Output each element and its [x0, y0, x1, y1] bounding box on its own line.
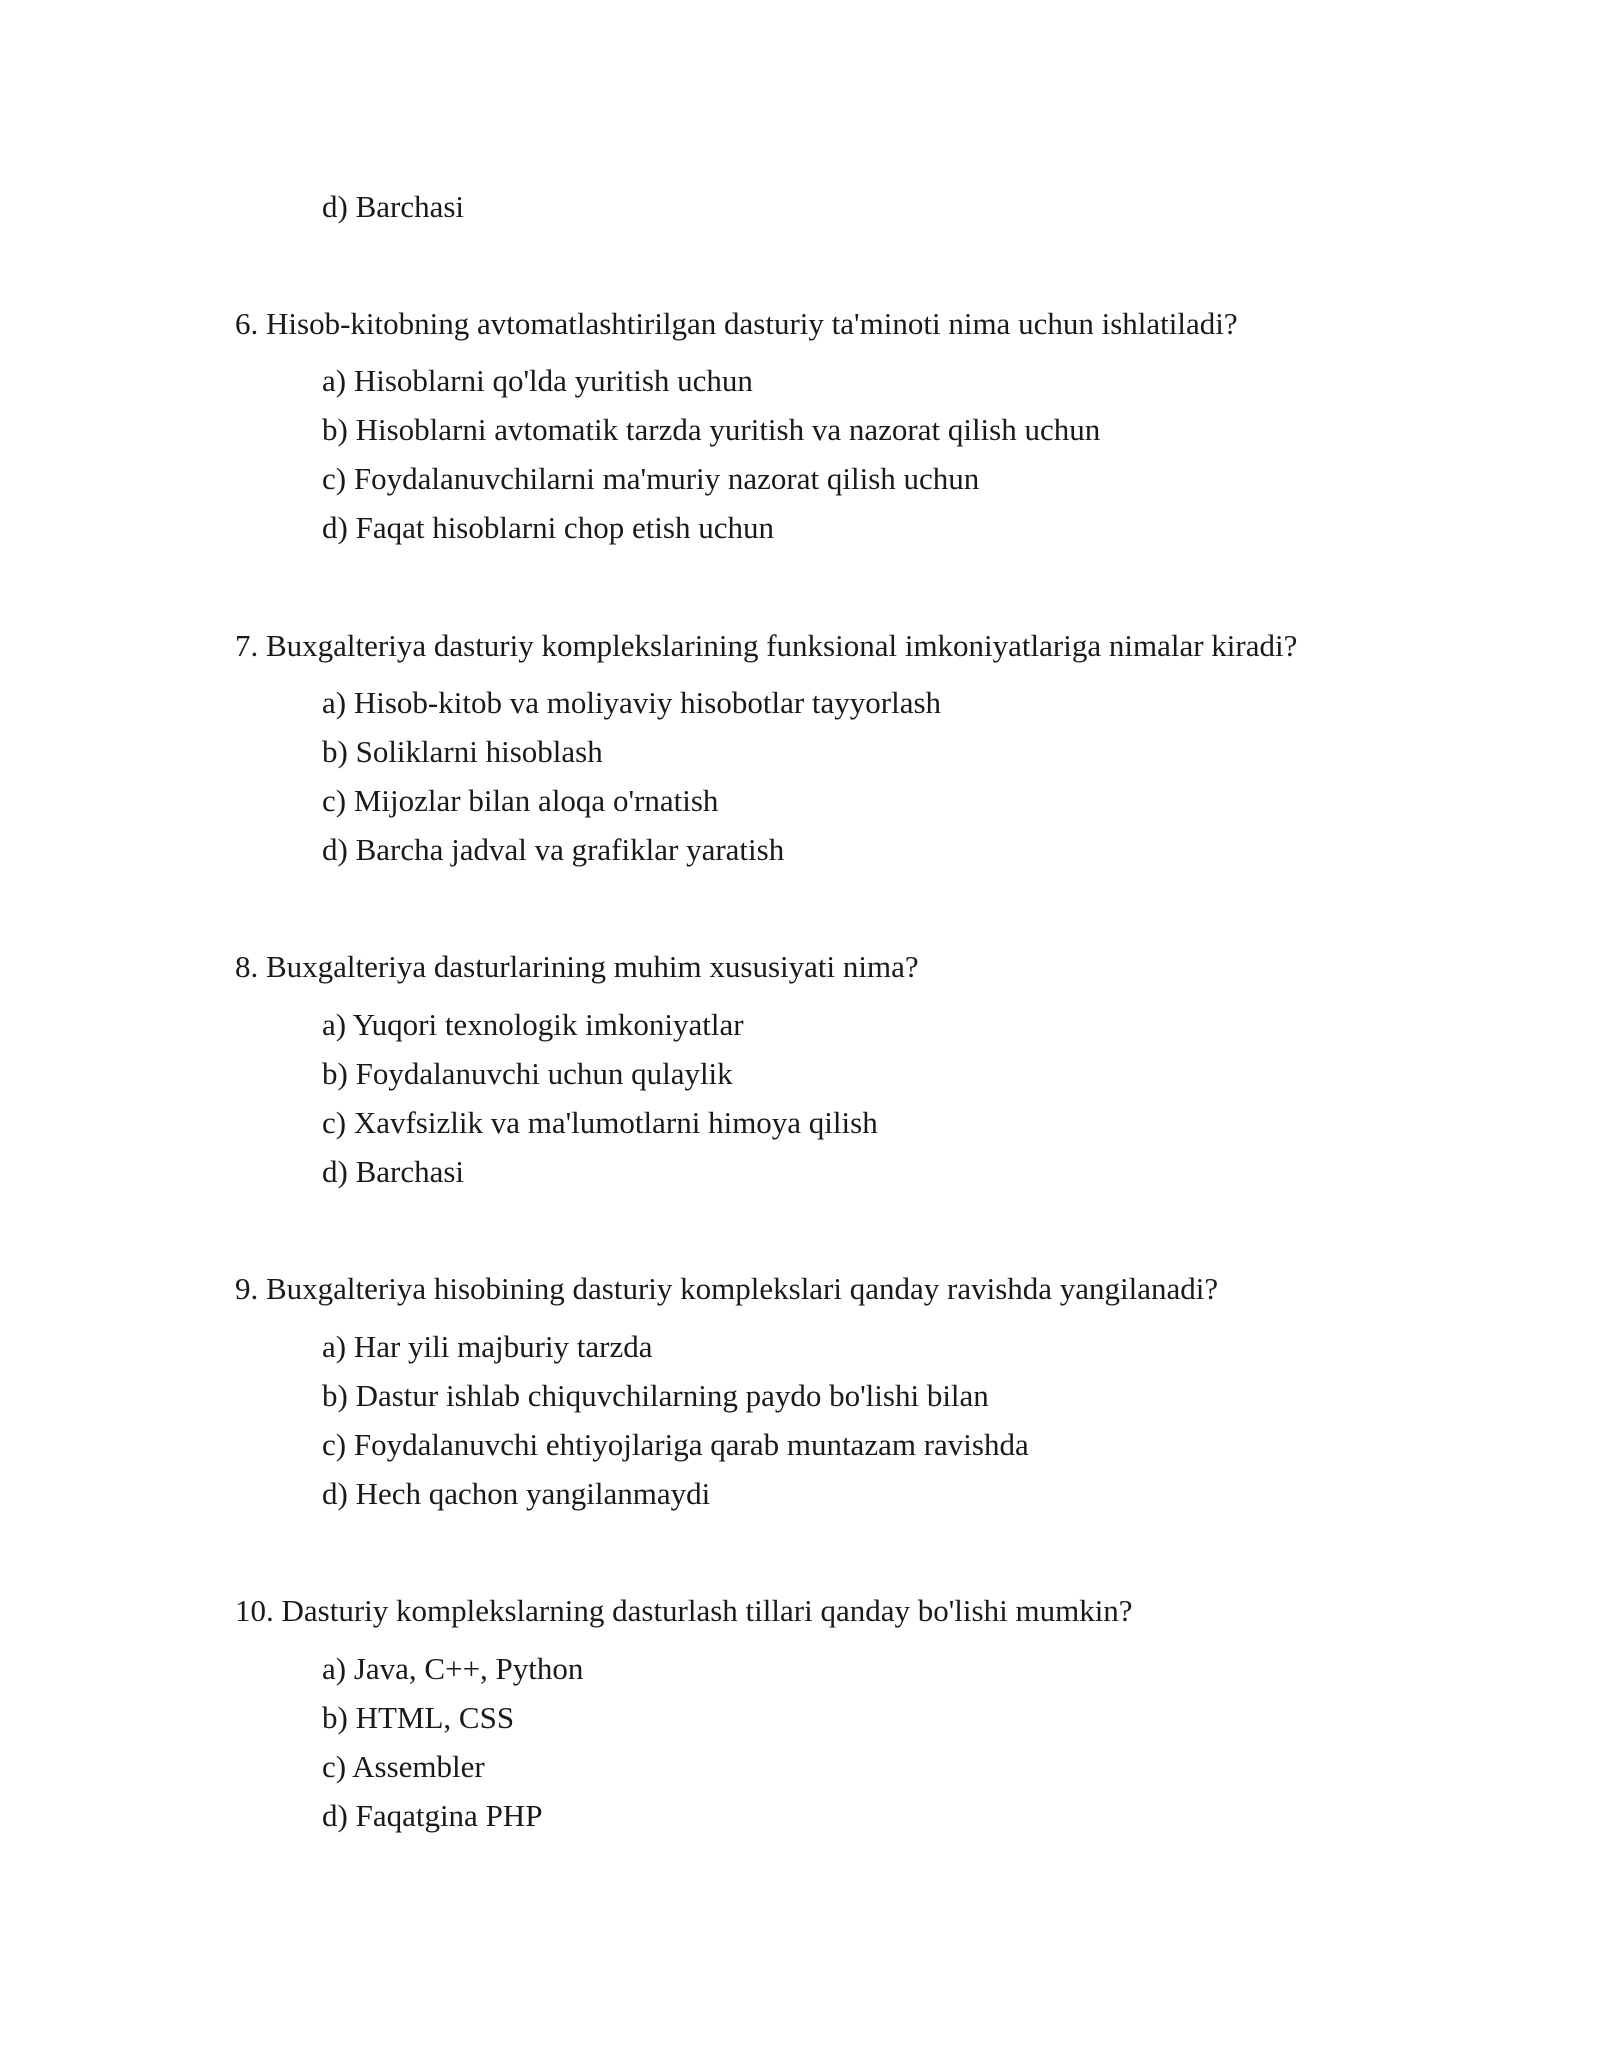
question-8-option-d: d) Barchasi — [322, 1154, 465, 1189]
question-9-option-a: a) Har yili majburiy tarzda — [322, 1329, 653, 1364]
question-6-option-b: b) Hisoblarni avtomatik tarzda yuritish va nazorat qilish uchun — [322, 412, 1101, 447]
question-10-option-d: d) Faqatgina PHP — [322, 1798, 543, 1833]
question-9-option-c: c) Foydalanuvchi ehtiyojlariga qarab muntazam ravishda — [322, 1427, 1029, 1462]
question-10-option-b: b) HTML, CSS — [322, 1700, 515, 1735]
question-7-option-d: d) Barcha jadval va grafiklar yaratish — [322, 832, 785, 867]
option-d: d) Barchasi — [322, 189, 465, 224]
question-10-option-a: a) Java, C++, Python — [322, 1651, 584, 1686]
question-9-option-b: b) Dastur ishlab chiquvchilarning paydo bo'lishi bilan — [322, 1378, 989, 1413]
question-7-option-b: b) Soliklarni hisoblash — [322, 734, 603, 769]
question-8-option-b: b) Foydalanuvchi uchun qulaylik — [322, 1056, 733, 1091]
question-6: 6. Hisob-kitobning avtomatlashtirilgan dasturiy ta'minoti nima uchun ishlatiladi? — [235, 306, 1238, 341]
question-10: 10. Dasturiy komplekslarning dasturlash tillari qanday bo'lishi mumkin? — [235, 1593, 1133, 1628]
question-9: 9. Buxgalteriya hisobining dasturiy komplekslari qanday ravishda yangilanadi? — [235, 1271, 1219, 1306]
question-10-option-c: c) Assembler — [322, 1749, 485, 1784]
question-8: 8. Buxgalteriya dasturlarining muhim xususiyati nima? — [235, 949, 919, 984]
question-6-option-c: c) Foydalanuvchilarni ma'muriy nazorat qilish uchun — [322, 461, 980, 496]
question-9-option-d: d) Hech qachon yangilanmaydi — [322, 1476, 711, 1511]
question-8-option-c: c) Xavfsizlik va ma'lumotlarni himoya qilish — [322, 1105, 878, 1140]
question-8-option-a: a) Yuqori texnologik imkoniyatlar — [322, 1007, 744, 1042]
question-7: 7. Buxgalteriya dasturiy komplekslarining funksional imkoniyatlariga nimalar kiradi? — [235, 628, 1298, 663]
question-7-option-a: a) Hisob-kitob va moliyaviy hisobotlar tayyorlash — [322, 685, 942, 720]
question-7-option-c: c) Mijozlar bilan aloqa o'rnatish — [322, 783, 719, 818]
question-6-option-d: d) Faqat hisoblarni chop etish uchun — [322, 510, 774, 545]
question-6-option-a: a) Hisoblarni qo'lda yuritish uchun — [322, 363, 753, 398]
